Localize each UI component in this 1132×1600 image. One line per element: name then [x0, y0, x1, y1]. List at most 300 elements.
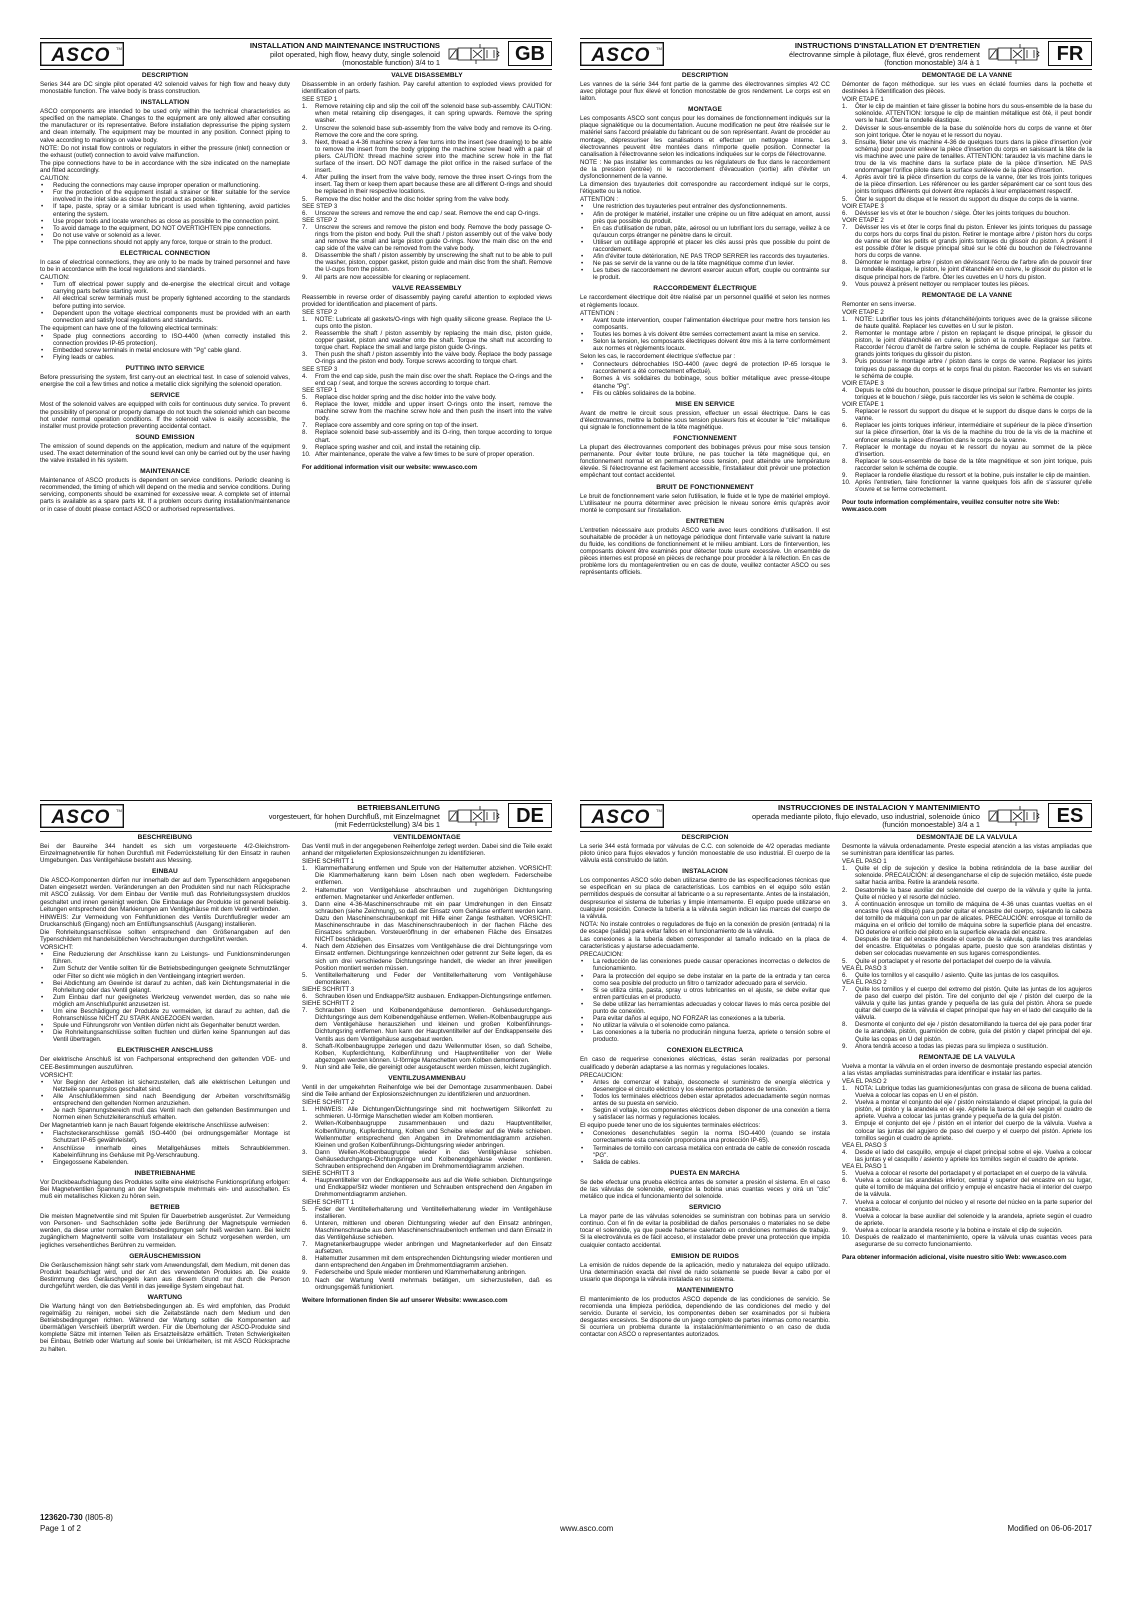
paragraph: Las conexiones a la tubería deben corresponder al tamaño indicado en la placa de características y ajustarse adecuadamente.: [580, 936, 830, 951]
step-number: 8.: [302, 252, 308, 260]
section-heading: ELEKTRISCHER ANSCHLUSS: [116, 1047, 214, 1055]
step-text: Ahora tendrá acceso a todas las piezas para su limpieza o sustitución.: [855, 1042, 1048, 1050]
bullet-item: • Reducing the connections may cause improper operation or malfunctioning.: [40, 182, 290, 189]
step-text: Dévisser les vis et ôter le corps final du piston. Enlever les joints toriques du passage du corps hors du corps final du piston. Retirer le montage arbre / piston hors du corps de vanne et ôter les petits et grands joints toriques du glissoir du piston. A présent il est possible d'ôter le disque principal situé sur le côté du bouchon de l'électrovanne hors du corps de vanne.: [855, 223, 1092, 260]
step-list: [842, 387, 1092, 401]
step-reference: SIEHE SCHRITT 1: [302, 858, 355, 866]
section-heading: VENTILDEMONTAGE: [393, 834, 461, 841]
section-heading: REMONTAJE DE LA VALVULA: [918, 1053, 1016, 1061]
paragraph: Le raccordement électrique doit être réalisé par un personnel qualifié et selon les normes et règlements locaux.: [580, 294, 830, 309]
section-heading: INSTALACION: [682, 868, 728, 876]
step-item: [842, 1085, 1092, 1099]
step-item: [842, 1213, 1092, 1227]
step-number: 3.: [302, 351, 308, 359]
step-number: 8.: [842, 1212, 848, 1220]
step-reference: VEA EL PASO 3: [842, 964, 887, 972]
step-item: [842, 958, 1092, 965]
step-number: 6.: [842, 971, 848, 979]
section-header: [580, 38, 1092, 70]
bullet-item: • Do not use valve or solenoid as a lever.: [40, 232, 290, 239]
valve-symbol-svg: [448, 805, 500, 827]
section-heading: PUTTING INTO SERVICE: [125, 365, 205, 373]
step-text: Unteren, mittleren und oberen Dichtungsring wieder auf den Einsatz anbringen, Maschinenschraube aus dem Maschinenschraubenloch entfernen und dann Einsatz in das Ventilgehäuse schieben.: [315, 1219, 552, 1241]
paragraph: The equipment can have one of the following electrical terminals:: [40, 324, 218, 332]
step-list: [842, 972, 1092, 979]
step-number: 6.: [842, 209, 848, 217]
step-reference: SIEHE SCHRITT 3: [302, 985, 355, 993]
step-text: A continuación enrosque un tornillo de máquina de 4-36 unas cuantas vueltas en el encastre (vea el dibujo) para poder quitar el encastre del cuerpo, sujetando la cabeza del tornillo de máquina con un par de alicates. PRECAUCIÓN: enrosque el tornillo de máquina en el orificio del tornillo de máquina sobre la superficie plana del encastre. NO deteriore el orificio del piloto en la superficie elevada del encastre.: [855, 900, 1092, 937]
step-text: Replace the lower, middle and upper insert O-rings onto the insert, remove the machine screw from the machine screw hole and then push the insert into the valve body.: [315, 401, 552, 423]
section-subtitle: pilot operated, high flow, heavy duty, single solenoid: [270, 49, 440, 59]
bullet-item: • Todos los terminales eléctricos deben estar apretados adecuadamente según normas antes de su puesta en servicio.: [580, 1093, 830, 1107]
step-text: Ôter le support du disque et le ressort du support du disque du corps de la vanne.: [855, 195, 1079, 203]
bullet-item: • Use proper tools and locate wrenches as close as possible to the connection point.: [40, 218, 290, 225]
bullet-item: • Une restriction des tuyauteries peut entraîner des dysfonctionnements.: [580, 203, 830, 210]
paragraph: La emisión de ruidos depende de la aplicación, medio y naturaleza del equipo utilizado. Una determinación exacta del nivel de ruido solamente se puede llevar a cabo por el usuario que disponga la válvula instalada en su sistema.: [580, 1261, 830, 1283]
step-number: 1.: [302, 1106, 308, 1114]
step-number: 10.: [302, 1276, 311, 1284]
step-number: 4.: [842, 174, 848, 182]
step-reference: SEE STEP 2: [302, 308, 338, 316]
step-number: 1.: [302, 315, 308, 323]
step-number: 6.: [302, 1219, 308, 1227]
left-column: [580, 834, 830, 1530]
valve-box-b: [484, 810, 497, 822]
step-list: [842, 210, 1092, 217]
paragraph: Remonter en sens inverse.: [842, 300, 916, 308]
step-text: After maintenance, operate the valve a few times to be sure of proper operation.: [315, 450, 535, 458]
step-item: [842, 458, 1092, 472]
paragraph: Reassemble in reverse order of disassembly paying careful attention to exploded views provided for identification and placement of parts.: [302, 293, 552, 308]
bullet-list: [40, 182, 290, 246]
bullet-item: • To avoid damage to the equipment, DO NOT OVERTIGHTEN pipe connections.: [40, 225, 290, 232]
bullet-item: • The pipe connections should not apply any force, torque or strain to the product.: [40, 239, 290, 246]
content-section: [580, 1204, 830, 1248]
step-item: [302, 210, 552, 217]
step-text: Quite los tornillos y el casquillo / asiento. Quite las juntas de los casquillos.: [855, 971, 1060, 979]
step-number: 5.: [302, 1205, 308, 1213]
step-list: [302, 1007, 552, 1071]
step-number: 3.: [842, 138, 848, 146]
bullet-item: • If tape, paste, spray or a similar lubricant is used when tightening, avoid particles entering the system.: [40, 203, 290, 217]
step-item: [842, 316, 1092, 330]
step-list: [842, 408, 1092, 493]
content-section: [842, 72, 1092, 288]
step-text: Vuelva a colocar la base auxiliar del solenoide y la arandela, apriete según el cuadro de apriete.: [855, 1212, 1092, 1227]
trademark-mark: TM: [656, 808, 662, 813]
step-reference: VOIR ETAPE 3: [842, 379, 884, 387]
bullet-item: • Afin d'éviter toute détérioration, NE PAS TROP SERRER les raccords des tuyauteries.: [580, 253, 830, 260]
bullet-list: [580, 361, 830, 396]
step-number: 2.: [842, 124, 848, 132]
left-column: [40, 72, 290, 768]
step-text: HINWEIS: Alle Dichtungen/Dichtungsringe sind mit hochwertigem Silikonfett zu schmieren. U-förmige Manschetten wieder am Kolben montieren.: [315, 1106, 552, 1121]
step-reference: SEE STEP 3: [302, 202, 338, 210]
step-item: [302, 1149, 552, 1170]
step-text: Dann Wellen-/Kolbenbaugruppe wieder in das Ventilgehäuse schieben. Gehäusedurchgangs-Dichtungsringe und Kolbenendgehäuse wieder montieren. Schrauben entsprechend den Angaben im Drehmomentdiagramm anziehen.: [315, 1148, 552, 1171]
step-item: [302, 125, 552, 139]
step-text: Después de tirar del encastre desde el cuerpo de la válvula, quite las tres arandelas del encastre. Etiquételas o póngalas aparte, puesto que son arandelas distintas y deben ser colocadas nuevamente en sus lugares correspondientes.: [855, 936, 1092, 958]
step-text: Unscrew the screws and remove the end cap / seat. Remove the end cap O-rings.: [315, 209, 540, 217]
step-number: 1.: [842, 865, 848, 873]
step-number: 8.: [842, 457, 848, 465]
right-column: [842, 834, 1092, 1530]
paragraph: Les composants ASCO sont conçus pour les domaines de fonctionnement indiqués sur la plaque signalétique ou la documentation. Aucune modification ne peut être réalisée sur le matériel sans l'accord préalable du fabricant ou de son représentant. Avant de procéder au montage, dépressuriser les canalisations et effectuer un nettoyage interne. Les électrovannes peuvent être montées dans n'importe quelle position. Connecter la canalisation à l'électrovanne selon les indications indiquées sur le corps de l'électrovanne.: [580, 115, 830, 158]
bullet-item: • Avant toute intervention, couper l'alimentation électrique pour mettre hors tension les composants.: [580, 317, 830, 331]
step-number: 2.: [302, 330, 308, 338]
content-section: [302, 285, 552, 471]
bullet-item: • Dependent upon the voltage electrical components must be provided with an earth connection and satisfy local regulations and standards.: [40, 310, 290, 324]
paragraph: NOTE : Ne pas installer les commandes ou les régulateurs de flux dans le raccordement de la pression (entrée) ni le raccordement d'évacuation (sortie) afin d'éviter un dysfonctionnement de la vanne.: [580, 158, 830, 181]
step-text: After pulling the insert from the valve body, remove the three insert O-rings from the insert. Tag them or keep them apart because these are all different O-rings and should be replaced in their respective locations.: [315, 174, 552, 196]
section-french: [580, 38, 1092, 768]
step-number: 9.: [302, 1269, 308, 1277]
step-reference: SEE STEP 3: [302, 365, 338, 373]
section-subtitle: vorgesteuert, für hohen Durchfluß, mit Einzelmagnet: [268, 811, 440, 821]
content-section: [40, 392, 290, 429]
step-text: Replacer le ressort du support du disque et le support du disque dans le corps de la vanne.: [855, 408, 1092, 423]
bullet-item: • Bornes à vis solidaires du bobinage, sous boîtier métallique avec presse-étoupe étanche "Pg".: [580, 375, 830, 389]
right-column: [842, 72, 1092, 768]
section-title: INSTRUCTIONS D'INSTALLATION ET D'ENTRETIEN: [794, 41, 980, 50]
step-number: 8.: [302, 1042, 308, 1050]
paragraph: Die Rohrleitungsanschlüsse sollten entsprechend den Größenangaben auf den Typenschildern mit handelsüblichen Verschraubungen durchgeführt werden.: [40, 928, 290, 944]
bullet-item: • Selon la tension, les composants électriques doivent être mis à la terre conformément aux normes et règlements locaux.: [580, 338, 830, 352]
paragraph: Die meisten Magnetventile sind mit Spulen für Dauerbetrieb ausgerüstet. Zur Vermeidung von Personen- und Sachschäden sollte jede Berührung der Magnetspule vermieden werden, da diese unter normalen Betriebsbedingungen sehr heiß werden kann. Bei leicht zugänglichem Magnetventil sollte vom Installateur ein Schutz vorgesehen werden, um jegliches versehentliches Berühren zu vermeiden.: [40, 1213, 290, 1249]
bullet-item: • Anschlüsse innerhalb eines Metallgehäuses mittels Schraubklemmen. Kabeleinführung ins Gehäuse mit Pg-Verschraubung.: [40, 1145, 290, 1159]
section-title: INSTRUCCIONES DE INSTALACION Y MANTENIMIENTO: [778, 803, 980, 812]
step-number: 5.: [302, 393, 308, 401]
paragraph: Desmonte la válvula ordenadamente. Preste especial atención a las vistas ampliadas que se suministran para identificar las partes.: [842, 843, 1092, 858]
section-heading: CONEXION ELECTRICA: [666, 1047, 744, 1055]
step-number: 9.: [302, 443, 308, 451]
step-item: [302, 1120, 552, 1148]
step-text: Haltemutter zusammen mit dem entsprechenden Dichtungsring wieder montieren und dann entsprechend den Angaben im Drehmomentdiagramm anziehen.: [315, 1255, 552, 1270]
section-heading: GERÄUSCHEMISSION: [129, 1252, 201, 1260]
step-text: Après l'entretien, faire fonctionner la vanne quelques fois afin de s'assurer qu'elle s'ouvre et se ferme correctement.: [855, 479, 1092, 494]
section-english: [40, 38, 552, 768]
content-section: [842, 292, 1092, 514]
content-section: [580, 435, 830, 479]
pilot-box: [458, 810, 471, 822]
section-heading: INSTALLATION: [140, 99, 190, 107]
step-number: 5.: [842, 1170, 848, 1178]
step-item: [302, 274, 552, 281]
step-reference: VEA EL PASO 2: [842, 1077, 887, 1085]
step-item: [302, 422, 552, 429]
step-item: [302, 993, 552, 1000]
section-heading: SOUND EMISSION: [135, 433, 195, 441]
step-text: Replacer le montage du noyau et le ressort du noyau au sommet de la pièce d'insertion.: [855, 443, 1092, 458]
bullet-list: [40, 1079, 290, 1122]
step-number: 9.: [302, 1063, 308, 1071]
content-section: [40, 99, 290, 246]
step-item: [842, 281, 1092, 288]
content-section: [842, 1054, 1092, 1262]
paragraph: La dimension des tuyauteries doit correspondre au raccordement indiqué sur le corps, l'étiquette ou la notice.: [580, 181, 830, 196]
caution-label: CAUTION:: [40, 274, 70, 282]
step-text: Quite los tornillos y el cuerpo del extremo del pistón. Quite las juntas de los agujeros de paso del cuerpo del pistón. Tire del conjunto del eje / pistón del cuerpo de la válvula y quite las juntas grande y pequeña de las guía del pistón. Ahora se puede quitar del cuerpo de la válvula el clapet principal que hay en el lado del casquillo de la válvula.: [855, 985, 1092, 1022]
step-item: [842, 139, 1092, 174]
step-item: [302, 252, 552, 273]
bullet-list: [40, 333, 290, 361]
step-item: [842, 174, 1092, 195]
trademark-mark: TM: [116, 808, 122, 813]
step-text: Next, thread a 4-36 machine screw a few turns into the insert (see drawing) to be able to remove the insert from the body gripping the machine screw head with a pair of pliers. CAUTION: thread machine screw into the machine screw hole in the flat surface of the insert. DO NOT damage the pilot orifice in the raised surface of the insert.: [315, 138, 552, 175]
paragraph: La serie 344 está formada por válvulas de C.C. con solenoide de 4/2 operadas mediante piloto único para flujos elevados y función monoestable de uso industrial. El cuerpo de la válvula está construido de latón.: [580, 843, 830, 865]
caution-label: PRECAUCION:: [580, 1071, 623, 1079]
step-number: 6.: [842, 422, 848, 430]
website-note: Pour toute information complémentaire, veuillez consulter notre site Web: www.asco.com: [842, 499, 1060, 514]
step-text: Desmonte el conjunto del eje / pistón desatornillando la tuerca del eje para poder tirar de la arandela, pistón, guarnición de cobre, guía del pistón y clapet principal del eje. Quite las copas en U del pistón.: [855, 1021, 1092, 1043]
step-item: [842, 1199, 1092, 1213]
paragraph: Vuelva a montar la válvula en el orden inverso de desmontaje prestando especial atención a las vistas ampliadas suministradas para identificar e instalar las partes.: [842, 1062, 1092, 1077]
logo-wordmark: ASCO: [591, 45, 651, 66]
content-section: [580, 1253, 830, 1283]
paragraph: Les vannes de la série 344 font partie de la gamme des électrovannes simples 4/2 CC avec pilotage pour flux élevé et fonction monostable de gros rendement. Le corps est en laiton.: [580, 81, 830, 103]
paragraph: Disassemble in an orderly fashion. Pay careful attention to exploded views provided for identification of parts.: [302, 81, 552, 96]
step-text: Démonter le montage arbre / piston en dévissant l'écrou de l'arbre afin de pouvoir tirer la rondelle élastique, le piston, le joint d'étanchéité en cuivre, le glissoir du piston et le disque principal hors de l'arbre. Ôter les cuvettes en U hors du piston.: [855, 259, 1092, 281]
section-header: [40, 38, 552, 70]
step-item: [302, 1043, 552, 1064]
caution-label: VORSICHT:: [40, 1071, 74, 1079]
step-item: [302, 401, 552, 422]
bullet-item: • Die Rohrleitungsanschlüsse sollten fluchten und dürfen keine Spannungen auf das Ventil übertragen.: [40, 1029, 290, 1043]
step-item: [302, 1177, 552, 1198]
bullet-list: [40, 951, 290, 1043]
step-text: Haltemutter von Ventilgehäuse abschrauben und zugehörigen Dichtungsring entfernen. Magnetanker und Ankerfeder entfernen.: [315, 886, 552, 901]
step-item: [842, 1099, 1092, 1120]
paragraph: HINWEIS: Zur Vermeidung von Fehlfunktionen des Ventils Durchflußregler weder am Druckanschluß (Eingang) noch am Entlüftungsanschluß (Ausgang) installieren.: [40, 913, 290, 928]
section-heading: DESCRIPTION: [141, 72, 189, 79]
bullet-item: • Eingegossene Kabelenden.: [40, 1159, 290, 1166]
section-subtitle-function: (monostable function) 3/4 to 1: [342, 58, 440, 67]
step-text: Schrauben lösen und Kolbenendgehäuse demontieren. Gehäusedurchgangs-Dichtungsringe aus dem Kolbenendgehäuse entfernen. Wellen-/Kolbenbaugruppe aus dem Ventilgehäuse herausziehen und kleinen und großen Kolbenführungs-Dichtungsring entfernen. Nun kann der Hauptventilteller auf der Endkappenseite des Ventils aus dem Ventilgehäuse ausgebaut werden.: [315, 1007, 552, 1043]
bullet-item: • Las conexiones a la tubería no producirán ninguna fuerza, apriete o tensión sobre el producto.: [580, 1029, 830, 1043]
step-text: Federscheibe und Spule wieder montieren und Klammerhalterung anbringen.: [315, 1269, 527, 1277]
modified-date: Modified on 06-06-2017: [1007, 1524, 1092, 1533]
step-text: Nach der Wartung Ventil mehrmals betätigen, um sicherzustellen, daß es ordnungsgemäß funktioniert.: [315, 1276, 552, 1291]
bullet-item: • Eine Reduzierung der Anschlüsse kann zu Leistungs- und Funktionsminderungen führen.: [40, 951, 290, 965]
paragraph: Vor Druckbeaufschlagung des Produktes sollte eine elektrische Funktionsprüfung erfolgen: Bei Magnetventilen Spannung an der Magnetspule mehrmals ein- und ausschalten. Es muß ein metallisches Klicken zu hören sein.: [40, 1178, 290, 1201]
step-item: [302, 1106, 552, 1120]
left-column: [580, 72, 830, 768]
content-section: [40, 1204, 290, 1248]
left-column: [40, 834, 290, 1530]
step-item: [842, 479, 1092, 493]
pilot-box: [998, 810, 1011, 822]
step-reference: VEA EL PASO 1: [842, 1163, 887, 1171]
valve-symbol-icon: [448, 805, 500, 827]
bullet-item: • No utilizar la válvula o el solenoide como palanca.: [580, 1022, 830, 1029]
step-text: Quite el clip de sujeción y deslice la bobina retirándola de la base auxiliar del solenoide. PRECAUCIÓN: al desengancharse el clip de sujeción metálico, éste puede saltar hacia arriba. Retire la arandela resorte.: [855, 865, 1092, 887]
step-text: Remonter le montage arbre / piston en replaçant le disque principal, le glissoir du piston, le joint d'étanchéité en cuivre, le piston et la rondelle élastique sur l'arbre. Raccorder l'écrou d'arrêt de l'arbre selon le schéma de couple. Replacer les petits et grands joints toriques du glissoir du piston.: [855, 330, 1092, 359]
step-list: [842, 865, 1092, 964]
step-number: 7.: [302, 422, 308, 430]
step-text: Ôter le clip de maintien et faire glisser la bobine hors du sous-ensemble de la base du solénoïde. ATTENTION: lorsque le clip de maintien métallique est ôté, il peut bondir vers le haut. Ôter la rondelle élastique.: [855, 103, 1092, 125]
step-item: [302, 429, 552, 443]
step-number: 4.: [302, 174, 308, 182]
step-number: 7.: [842, 985, 848, 993]
bullet-item: • Antes de comenzar el trabajo, desconecte el suministro de energía eléctrica y desenergice el circuito eléctrico y los elementos portadores de tensión.: [580, 1079, 830, 1093]
step-item: [302, 351, 552, 365]
step-text: Replace solenoid base sub-assembly and its O-ring, then torque according to torque chart.: [315, 429, 552, 444]
bullet-item: • Spule und Führungsrohr von Ventilen dürfen nicht als Gegenhalter benutzt werden.: [40, 1022, 290, 1029]
bullet-item: • Toutes les bornes à vis doivent être serrées correctement avant la mise en service.: [580, 331, 830, 338]
step-item: [842, 444, 1092, 458]
language-badge: ES: [1048, 803, 1092, 828]
valve-symbol-svg: [988, 805, 1040, 827]
step-number: 2.: [302, 886, 308, 894]
section-heading: DESCRIPCION: [681, 834, 729, 841]
step-number: 10.: [842, 1233, 851, 1241]
paragraph: Die Geräuschemission hängt sehr stark vom Anwendungsfall, dem Medium, mit denen das Produkt beaufschlagt wird, und der Art des verwendeten Produktes ab. Die exakte Bestimmung des Geräuschpegels kann aus diesem Grund nur durch die Person durchgeführt werden, die das Ventil in das jeweilige System eingebaut hat.: [40, 1261, 290, 1290]
step-text: Dann eine 4-36-Maschinenschraube mit ein paar Umdrehungen in den Einsatz schrauben (siehe Zeichnung), so daß der Einsatz vom Gehäuse entfernt werden kann. Dazu den Maschinenschraubenkopf mit Hilfe einer Zange festhalten. VORSICHT: Maschinenschraube in das Maschinenschraubenloch in der flachen Fläche des Einsatzes schrauben. Vorsteueröffnung in der erhabenen Fläche des Einsatzes NICHT beschädigen.: [315, 900, 552, 944]
trademark-mark: TM: [656, 46, 662, 51]
step-list: [302, 1106, 552, 1170]
step-list: [842, 1149, 1092, 1163]
step-number: 4.: [302, 372, 308, 380]
step-text: Nun sind alle Teile, die gereinigt oder ausgetauscht werden müssen, leicht zugänglich.: [315, 1063, 552, 1071]
bullet-item: • All electrical screw terminals must be properly tightened according to the standards before putting into service.: [40, 295, 290, 309]
paragraph: Die ASCO-Komponenten dürfen nur innerhalb der auf dem Typenschildern angegebenen Daten eingesetzt werden. Veränderungen an den Produkten sind nur nach Rücksprache mit ASCO zulässig. Vor dem Einbau der Ventile muß das Rohrleitungssystem drucklos geschaltet und innen gereinigt werden. Die Einbaulage der Produkte ist generell beliebig. Leitungen entsprechend den Markierungen am Ventilgehäuse mit dem Ventil verbinden.: [40, 877, 290, 913]
step-item: [842, 901, 1092, 936]
paragraph: L'entretien nécessaire aux produits ASCO varie avec leurs conditions d'utilisation. Il est souhaitable de procéder à un nettoyage périodique dont l'intervalle varie suivant la nature du fluide, les conditions de fonctionnement et le milieu ambiant. Lors de l'intervention, les composants doivent être examinés pour détecter toute usure excessive. Un ensemble de pièces internes est proposé en pièces de rechange pour procéder à la réfection. En cas de problème lors du montage/entretien ou en cas de doute, veuillez contacter ASCO ou ses représentants officiels.: [580, 526, 830, 577]
caution-label: ATTENTION :: [580, 196, 619, 204]
section-heading: RACCORDEMENT ÉLECTRIQUE: [653, 285, 757, 293]
step-item: [842, 224, 1092, 259]
bullet-item: • Alle Anschlußklemmen sind nach Beendigung der Arbeiten vorschriftsmäßig entsprechend den geltenden Normen anzuziehen.: [40, 1093, 290, 1107]
valve-box-b: [1024, 810, 1037, 822]
bullet-item: • Je nach Spannungsbereich muß das Ventil nach den geltenden Bestimmungen und Normen einen Schutzleiteranschluß erhalten.: [40, 1107, 290, 1121]
valve-symbol-icon: [988, 43, 1040, 65]
step-number: 9.: [842, 1226, 848, 1234]
caution-label: ATTENTION :: [580, 309, 619, 317]
step-reference: SIEHE SCHRITT 2: [302, 1000, 355, 1008]
content-section: [580, 106, 830, 281]
step-item: [842, 472, 1092, 479]
step-number: 3.: [842, 900, 848, 908]
step-number: 7.: [842, 1198, 848, 1206]
step-list: [302, 373, 552, 387]
step-item: [842, 1177, 1092, 1198]
bullet-item: • Vor Beginn der Arbeiten ist sicherzustellen, daß alle elektrischen Leitungen und Netzteile spannungslos geschaltet sind.: [40, 1079, 290, 1093]
step-text: Remove the disc holder and the disc holder spring from the valve body.: [315, 195, 510, 203]
bullet-list: [580, 203, 830, 281]
solenoid-diagonal: [990, 50, 996, 58]
step-item: [842, 196, 1092, 203]
step-number: 5.: [842, 957, 848, 965]
bullet-item: • Afin de protéger le matériel, installer une crépine ou un filtre adéquat en amont, aussi près que possible du produit.: [580, 211, 830, 225]
website-note: Para obtener información adicional, visite nuestro sitio Web: www.asco.com: [842, 1254, 1067, 1262]
step-reference: SEE STEP 2: [302, 216, 338, 224]
step-text: Disassemble the shaft / piston assembly by unscrewing the shaft nut to be able to pull the washer, piston, copper gasket, piston guide and main disc from the shaft. Remove the U-cups from the piston.: [315, 252, 552, 274]
step-list: [842, 986, 1092, 1050]
step-item: [302, 1206, 552, 1220]
step-text: Replacer la rondelle élastique du ressort et la bobine, puis installer le clip de maintien.: [855, 471, 1091, 479]
step-text: Vuelva a colocar la arandela resorte y la bobina e instale el clip de sujeción.: [855, 1226, 1063, 1234]
paragraph: Maintenance of ASCO products is dependent on service conditions. Periodic cleaning is recommended, the timing of which will depend on the media and service conditions. During servicing, components should be examined for excessive wear. A complete set of internal parts is available as a spare parts kit. If a problem occurs during installation/maintenance or in case of doubt please contact ASCO or authorised representatives.: [40, 477, 290, 513]
website-note: Weitere Informationen finden Sie auf unserer Website: www.asco.com: [302, 1296, 508, 1304]
bullet-item: • Utiliser un outillage approprié et placer les clés aussi près que possible du point de raccordement.: [580, 239, 830, 253]
step-item: [842, 1021, 1092, 1042]
content-section: [580, 518, 830, 577]
step-item: [302, 887, 552, 901]
asco-logo: [580, 804, 664, 828]
step-number: 7.: [302, 1007, 308, 1015]
step-item: [302, 1255, 552, 1269]
step-number: 8.: [302, 429, 308, 437]
bullet-item: • Zum Schutz der Ventile sollten für die Betriebsbedingungen geeignete Schmutzfänger oder Filter so dicht wie möglich in den Ventileingang integriert werden.: [40, 965, 290, 979]
step-item: [842, 358, 1092, 379]
step-number: 1.: [842, 1085, 848, 1092]
step-list: [302, 1177, 552, 1198]
paragraph: The emission of sound depends on the application, medium and nature of the equipment used. The exact determination of the sound level can only be carried out by the user having the valve installed in his system.: [40, 442, 290, 465]
step-item: [302, 1277, 552, 1291]
step-number: 6.: [302, 209, 308, 217]
section-heading: MISE EN SERVICE: [675, 400, 735, 408]
step-item: [302, 196, 552, 203]
step-item: [302, 444, 552, 451]
content-section: [40, 1294, 290, 1353]
step-item: [842, 125, 1092, 139]
step-item: [842, 1170, 1092, 1177]
section-heading: DEMONTAGE DE LA VANNE: [921, 72, 1013, 79]
step-number: 3.: [842, 1120, 848, 1128]
paragraph: En caso de requerirse conexiones eléctricas, éstas serán realizadas por personal cualificado y deberán adaptarse a las normas y regulaciones locales.: [580, 1056, 830, 1071]
footer-website-link[interactable]: www.asco.com: [560, 1524, 614, 1533]
step-number: 1.: [842, 315, 848, 323]
section-title: BETRIEBSANLEITUNG: [357, 803, 440, 812]
paragraph: Se debe efectuar una prueba eléctrica antes de someter a presión el sistema. En el caso de las válvulas de solenoide, energice la bobina unas cuantas veces y oirá un "clic" metálico que indica el funcionamiento del solenoide.: [580, 1178, 830, 1201]
step-number: 2.: [302, 124, 308, 132]
paragraph: The pipe connections have to be in accordance with the size indicated on the nameplate and fitted accordingly.: [40, 159, 290, 174]
step-list: [302, 316, 552, 366]
step-number: 10.: [302, 450, 311, 458]
step-item: [302, 1007, 552, 1042]
content-section: [302, 834, 552, 1071]
right-column: [302, 834, 552, 1530]
step-item: [302, 103, 552, 124]
step-text: Empuje el conjunto del eje / pistón en el interior del cuerpo de la válvula. Vuelva a colocar las juntas del agujero de paso del cuerpo y el cuerpo del pistón. Apriete los tornillos según el cuadro de apriete.: [855, 1120, 1092, 1142]
page-footer: [40, 1512, 1092, 1552]
section-heading: SERVICIO: [688, 1204, 722, 1212]
caution-label: VORSICHT:: [40, 944, 74, 952]
step-reference: VEA EL PASO 2: [842, 978, 887, 986]
step-reference: VOIR ETAPE 2: [842, 308, 884, 316]
step-item: [302, 174, 552, 195]
bullet-item: • Para la protección del equipo se debe instalar en la parte de la entrada y tan cerca como sea posible del producto un filtro o tamizador adecuado para el servicio.: [580, 973, 830, 987]
step-text: Vuelva a colocar las arandelas inferior, central y superior del encastre en su lugar, quite el tornillo de máquina del orificio y empuje el encastre hacia el interior del cuerpo de la válvula.: [855, 1177, 1092, 1199]
step-item: [842, 1149, 1092, 1163]
step-item: [302, 394, 552, 401]
step-text: NOTA: Lubrique todas las guarniciones/juntas con grasa de silicona de buena calidad. Vuelva a colocar las copas en U en el pistón.: [855, 1085, 1092, 1100]
step-item: [842, 865, 1092, 886]
section-subtitle-function: (fonction monostable) 3/4 à 1: [884, 58, 980, 67]
step-text: Puis pousser le montage arbre / piston dans le corps de vanne. Replacer les joints toriques du passage du corps et le corps final du piston. Raccorder les vis en suivant le schéma de couple.: [855, 358, 1092, 380]
bullet-item: • Según el voltaje, los componentes eléctricos deben disponer de una conexión a tierra y satisfacer las normas y regulaciones locales.: [580, 1107, 830, 1121]
content-section: [40, 1047, 290, 1165]
paragraph: Das Ventil muß in der angegebenen Reihenfolge zerlegt werden. Dabei sind die Teile exakt anhand der mitgelieferten Explosionszeichnungen zu identifizieren.: [302, 843, 552, 858]
step-list: [842, 1085, 1092, 1142]
valve-symbol-icon: [988, 805, 1040, 827]
step-text: Desatornille la base auxiliar del solenoide del cuerpo de la válvula y quite la junta. Quite el núcleo y el resorte del núcleo.: [855, 886, 1092, 901]
step-text: Desde el lado del casquillo, empuje el clapet principal sobre el eje. Vuelva a colocar las juntas y el casquillo / asiento y apriete los tornillos según el cuadro de apriete.: [855, 1148, 1092, 1163]
bullet-item: • Para evitar daños al equipo, NO FORZAR las conexiones a la tubería.: [580, 1015, 830, 1022]
section-heading: WARTUNG: [147, 1293, 183, 1301]
content-section: [40, 834, 290, 864]
asco-logo-svg: [40, 804, 124, 828]
